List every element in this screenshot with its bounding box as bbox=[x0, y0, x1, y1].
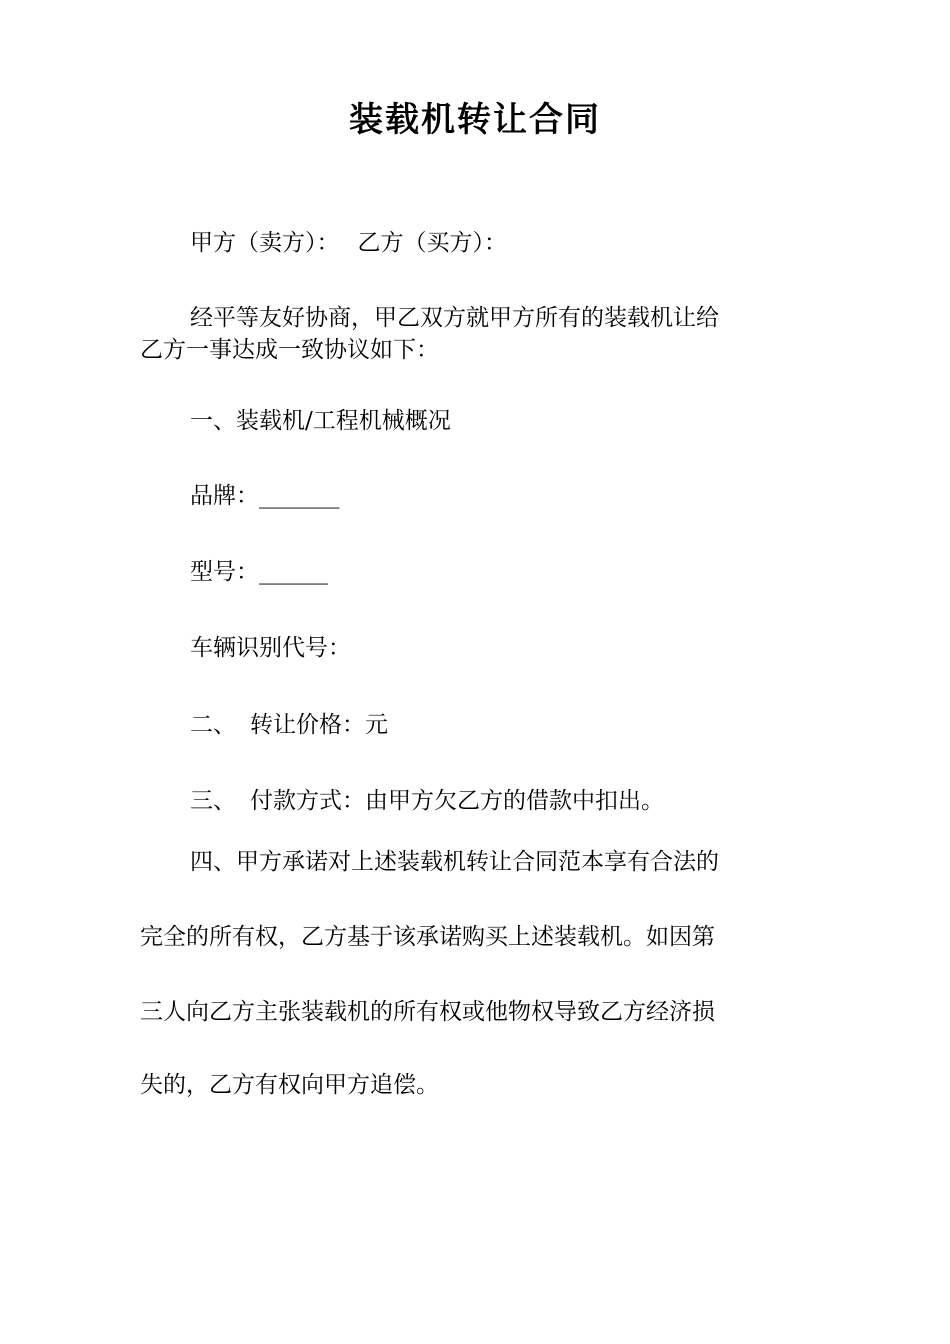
intro-line-2: 乙方一事达成一致协议如下： bbox=[140, 337, 439, 363]
section-2 bbox=[190, 709, 800, 741]
transfer-price: 转让价格：元 bbox=[250, 712, 388, 738]
section-4-line-1: 四、甲方承诺对上述装载机转让合同范本享有合法的 bbox=[190, 849, 719, 875]
section-3 bbox=[190, 785, 800, 817]
intro-line-1: 经平等友好协商，甲乙双方就甲方所有的装载机让给 bbox=[190, 305, 719, 331]
model-field: 型号：______ bbox=[190, 559, 328, 585]
brand-field: 品牌：_______ bbox=[190, 483, 340, 509]
section-4-line-4: 失的，乙方有权向甲方追偿。 bbox=[140, 1072, 439, 1098]
buyer-label: 乙方（买方）： bbox=[357, 230, 507, 256]
section-4-line-2: 完全的所有权，乙方基于该承诺购买上述装载机。如因第 bbox=[140, 924, 715, 950]
section-3-number: 三、 bbox=[190, 788, 236, 814]
document-title: 装载机转让合同 bbox=[349, 100, 601, 140]
seller-label: 甲方（卖方）： bbox=[190, 230, 340, 256]
section-1-heading: 一、装载机/工程机械概况 bbox=[190, 408, 451, 434]
section-2-number: 二、 bbox=[190, 712, 236, 738]
payment-method: 付款方式：由甲方欠乙方的借款中扣出。 bbox=[250, 788, 664, 814]
vin-field: 车辆识别代号： bbox=[190, 635, 351, 661]
parties-line bbox=[190, 227, 800, 259]
section-4-line-3: 三人向乙方主张装载机的所有权或他物权导致乙方经济损 bbox=[140, 999, 715, 1025]
